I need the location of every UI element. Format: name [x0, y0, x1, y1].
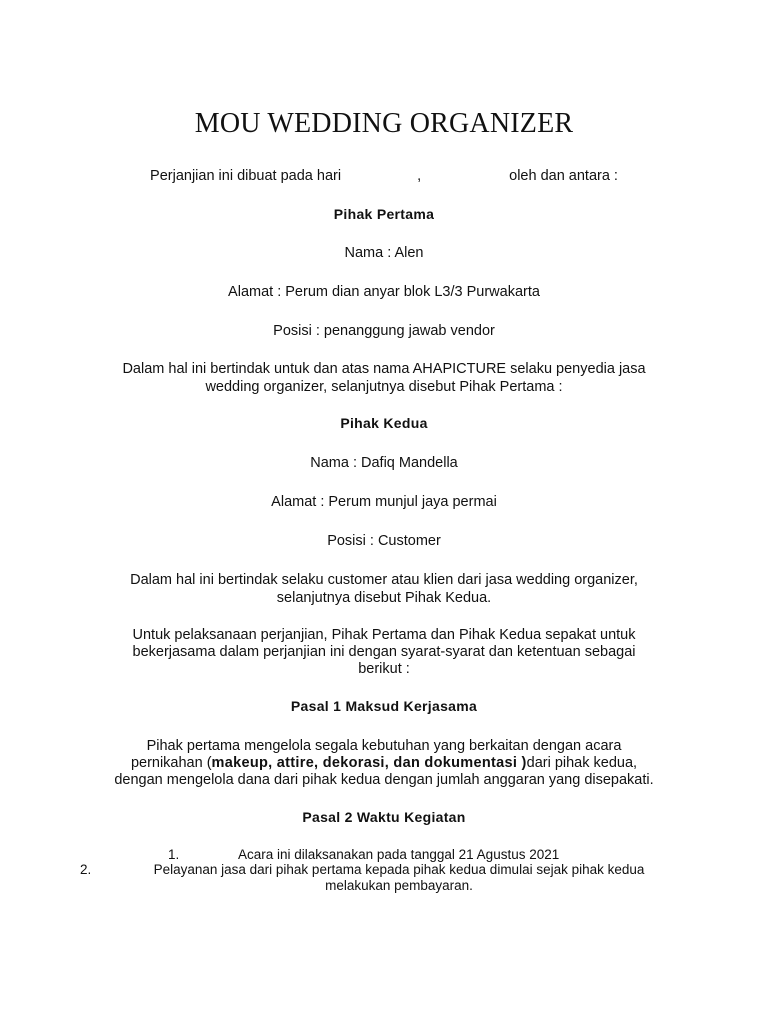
list-item-number: 1. [168, 847, 180, 862]
pasal-1-line-2-pre: pernikahan ( [130, 755, 212, 771]
agreement-line-2: bekerjasama dalam perjanjian ini dengan syarat-syarat dan ketentuan sebagai [132, 644, 636, 660]
list-item-text: Acara ini dilaksanakan pada tanggal 21 Agustus 2021 [238, 847, 560, 862]
pasal-1-line-1: Pihak pertama mengelola segala kebutuhan yang berkaitan dengan acara [146, 738, 622, 754]
intro-comma: , [417, 168, 422, 184]
pihak-kedua-heading: Pihak Kedua [340, 415, 428, 431]
list-item-text-line-1: Pelayanan jasa dari pihak pertama kepada pihak kedua dimulai sejak pihak kedua [153, 862, 645, 877]
pasal-1-line-2-bold: makeup, attire, dekorasi, dan dokumentasi ) [211, 755, 527, 771]
pihak-kedua-statement-2: selanjutnya disebut Pihak Kedua. [276, 590, 492, 606]
agreement-line-1: Untuk pelaksanaan perjanjian, Pihak Pertama dan Pihak Kedua sepakat untuk [132, 627, 636, 643]
document-title: MOU WEDDING ORGANIZER [194, 108, 574, 139]
pasal-1-heading: Pasal 1 Maksud Kerjasama [290, 698, 478, 714]
pihak-pertama-statement-2: wedding organizer, selanjutnya disebut Pihak Pertama : [205, 379, 563, 395]
pihak-kedua-posisi: Posisi : Customer [327, 533, 441, 549]
pihak-pertama-nama: Nama : Alen [344, 245, 424, 261]
pasal-1-line-2 [0, 754, 768, 772]
list-item-text-line-2: melakukan pembayaran. [325, 878, 473, 893]
pasal-1-line-3: dengan mengelola dana dari pihak kedua dengan jumlah anggaran yang disepakati. [114, 772, 654, 788]
list-item-text [130, 862, 668, 894]
pihak-kedua-alamat: Alamat : Perum munjul jaya permai [271, 494, 497, 510]
pihak-pertama-heading: Pihak Pertama [333, 206, 435, 222]
pihak-kedua-statement-1: Dalam hal ini bertindak selaku customer atau klien dari jasa wedding organizer, [130, 572, 638, 588]
intro-text-2: oleh dan antara : [509, 168, 618, 184]
pihak-pertama-statement-1: Dalam hal ini bertindak untuk dan atas nama AHAPICTURE selaku penyedia jasa [122, 361, 646, 377]
pihak-pertama-alamat: Alamat : Perum dian anyar blok L3/3 Purwakarta [228, 284, 540, 300]
intro-text-1: Perjanjian ini dibuat pada hari [150, 168, 342, 184]
pasal-1-line-2-post: dari pihak kedua, [526, 755, 638, 771]
agreement-line-3: berikut : [358, 661, 410, 677]
pihak-pertama-posisi: Posisi : penanggung jawab vendor [273, 323, 495, 339]
intro-line [0, 167, 768, 185]
pasal-2-heading: Pasal 2 Waktu Kegiatan [302, 809, 466, 825]
pihak-kedua-nama: Nama : Dafiq Mandella [310, 455, 458, 471]
list-item-number: 2. [80, 862, 92, 877]
